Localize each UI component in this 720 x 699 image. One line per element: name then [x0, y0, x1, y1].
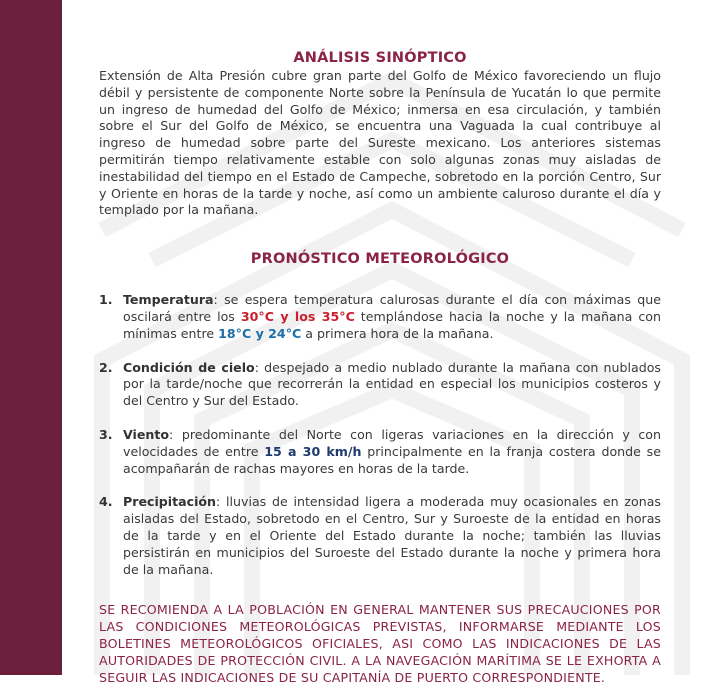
wind-speed-range: 15 a 30 km/h — [264, 443, 362, 459]
item-label: Temperatura — [123, 292, 214, 308]
item-text: a primera hora de la mañana. — [301, 325, 494, 341]
item-number: 4. — [99, 494, 113, 510]
item-number: 2. — [99, 359, 113, 375]
forecast-title: PRONÓSTICO METEOROLÓGICO — [250, 251, 510, 268]
item-label: Condición de cielo — [123, 359, 255, 375]
forecast-item-temperature — [99, 292, 661, 342]
item-label: Viento — [123, 426, 170, 442]
item-label: Precipitación — [123, 494, 217, 510]
synoptic-paragraph: Extensión de Alta Presión cubre gran parte del Golfo de México favoreciendo un flujo débil y persistente de componente Norte sobre la Península de Yucatán lo que permite un ingreso de humedad del Golfo de México; inmersa en esa circulación, y también sobre el Sur del Golfo de México, se encuentra una Vaguada la cual contribuye al ingreso de humedad sobre parte del Sureste mexicano. Los anteriores sistemas permitirán tiempo relativamente estable con solo algunas zonas muy aisladas de inestabilidad del tiempo en el Estado de Campeche, sobretodo en la porción Centro, Sur y Oriente en horas de la tarde y noche, así como un ambiente caluroso durante el día y templado por la mañana. — [99, 68, 661, 218]
item-text: templándose hacia la noche y la mañana con mínimas entre — [123, 308, 661, 341]
forecast-item-precipitation — [99, 494, 661, 578]
max-temperature-range: 30°C y los 35°C — [240, 308, 355, 324]
document-body — [99, 50, 661, 699]
item-number: 1. — [99, 292, 113, 308]
side-brand-bar — [0, 0, 62, 675]
min-temperature-range: 18°C y 24°C — [218, 325, 302, 341]
item-text: : predominante del Norte con ligeras variaciones en la dirección y con velocidades de entre — [123, 426, 661, 459]
synoptic-title: ANÁLISIS SINÓPTICO — [293, 50, 467, 66]
item-text: : despejado a medio nublado durante la mañana con nublados por la tarde/noche que recorrerán la entidad en especial los municipios costeros y del Centro y Sur del Estado. — [123, 359, 661, 409]
civil-protection-warning: SE RECOMIENDA A LA POBLACIÓN EN GENERAL MANTENER SUS PRECAUCIONES POR LAS CONDICIONES METEOROLÓGICAS PREVISTAS, INFORMARSE MEDIANTE LOS BOLETINES METEOROLÓGICOS OFICIALES, ASI COMO LAS INDICACIONES DE LAS AUTORIDADES DE PROTECCIÓN CIVIL. A LA NAVEGACIÓN MARÍTIMA SE LE EXHORTA A SEGUIR LAS INDICACIONES DE SU CAPITANÍA DE PUERTO CORRESPONDIENTE. — [99, 602, 661, 685]
item-text: : se espera temperatura calurosas durante el día con máximas que oscilará entre los — [123, 292, 661, 324]
forecast-item-wind — [99, 427, 661, 477]
item-number: 3. — [99, 426, 113, 442]
forecast-item-sky — [99, 360, 661, 410]
item-text: principalmente en la franja costera donde se acompañarán de rachas mayores en horas de la tarde. — [123, 443, 661, 476]
item-text: : lluvias de intensidad ligera a moderada muy ocasionales en zonas aisladas del Estado, sobretodo en el Centro, Sur y Suroeste de la entidad en horas de la tarde y en el Oriente del Estado durante la noche; también las lluvias persistirán en municipios del Suroeste del Estado durante la noche y primera hora de la mañana. — [123, 494, 661, 577]
forecast-list — [99, 292, 661, 578]
